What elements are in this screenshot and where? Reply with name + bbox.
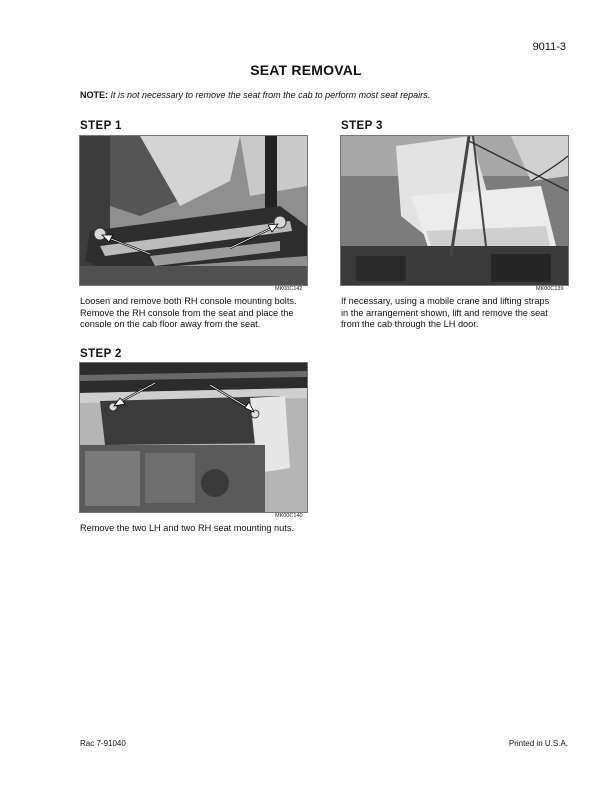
step-1-photo-code: MK00C142 <box>275 286 303 292</box>
caption-line: Remove the two LH and two RH seat mounting nuts. <box>80 523 294 533</box>
caption-line: Remove the RH console from the seat and place the <box>80 307 294 318</box>
note-text: It is not necessary to remove the seat from the cab to perform most seat repairs. <box>110 90 431 100</box>
caption-line: If necessary, using a mobile crane and lifting straps <box>341 296 550 306</box>
step-1-heading: STEP 1 <box>80 120 122 132</box>
step-2-caption <box>80 523 320 535</box>
caption-line: Loosen and remove both RH console mounting bolts. <box>80 296 297 306</box>
step-1-photo <box>79 135 308 286</box>
step-2-photo-code: MK00C140 <box>275 513 303 519</box>
caption-line: console on the cab floor away from the seat. <box>80 319 261 330</box>
footer-printed: Printed in U.S.A. <box>508 739 568 748</box>
step-2-photo <box>79 362 308 513</box>
step-1-caption <box>80 296 310 331</box>
page-title: SEAT REMOVAL <box>250 62 362 78</box>
step-2-heading: STEP 2 <box>80 348 122 360</box>
step-3-photo <box>340 135 569 286</box>
caption-line: from the cab through the LH door. <box>341 319 479 330</box>
step-3-photo-code: MK00C139 <box>536 286 564 292</box>
note <box>80 90 430 100</box>
page-number: 9011-3 <box>532 41 566 53</box>
footer-doc-number: Rac 7-91040 <box>80 739 126 748</box>
note-label: NOTE: <box>80 90 108 100</box>
step-3-caption <box>341 296 573 331</box>
step-3-heading: STEP 3 <box>341 120 383 132</box>
caption-line: in the arrangement shown, lift and remove the seat <box>341 307 548 318</box>
